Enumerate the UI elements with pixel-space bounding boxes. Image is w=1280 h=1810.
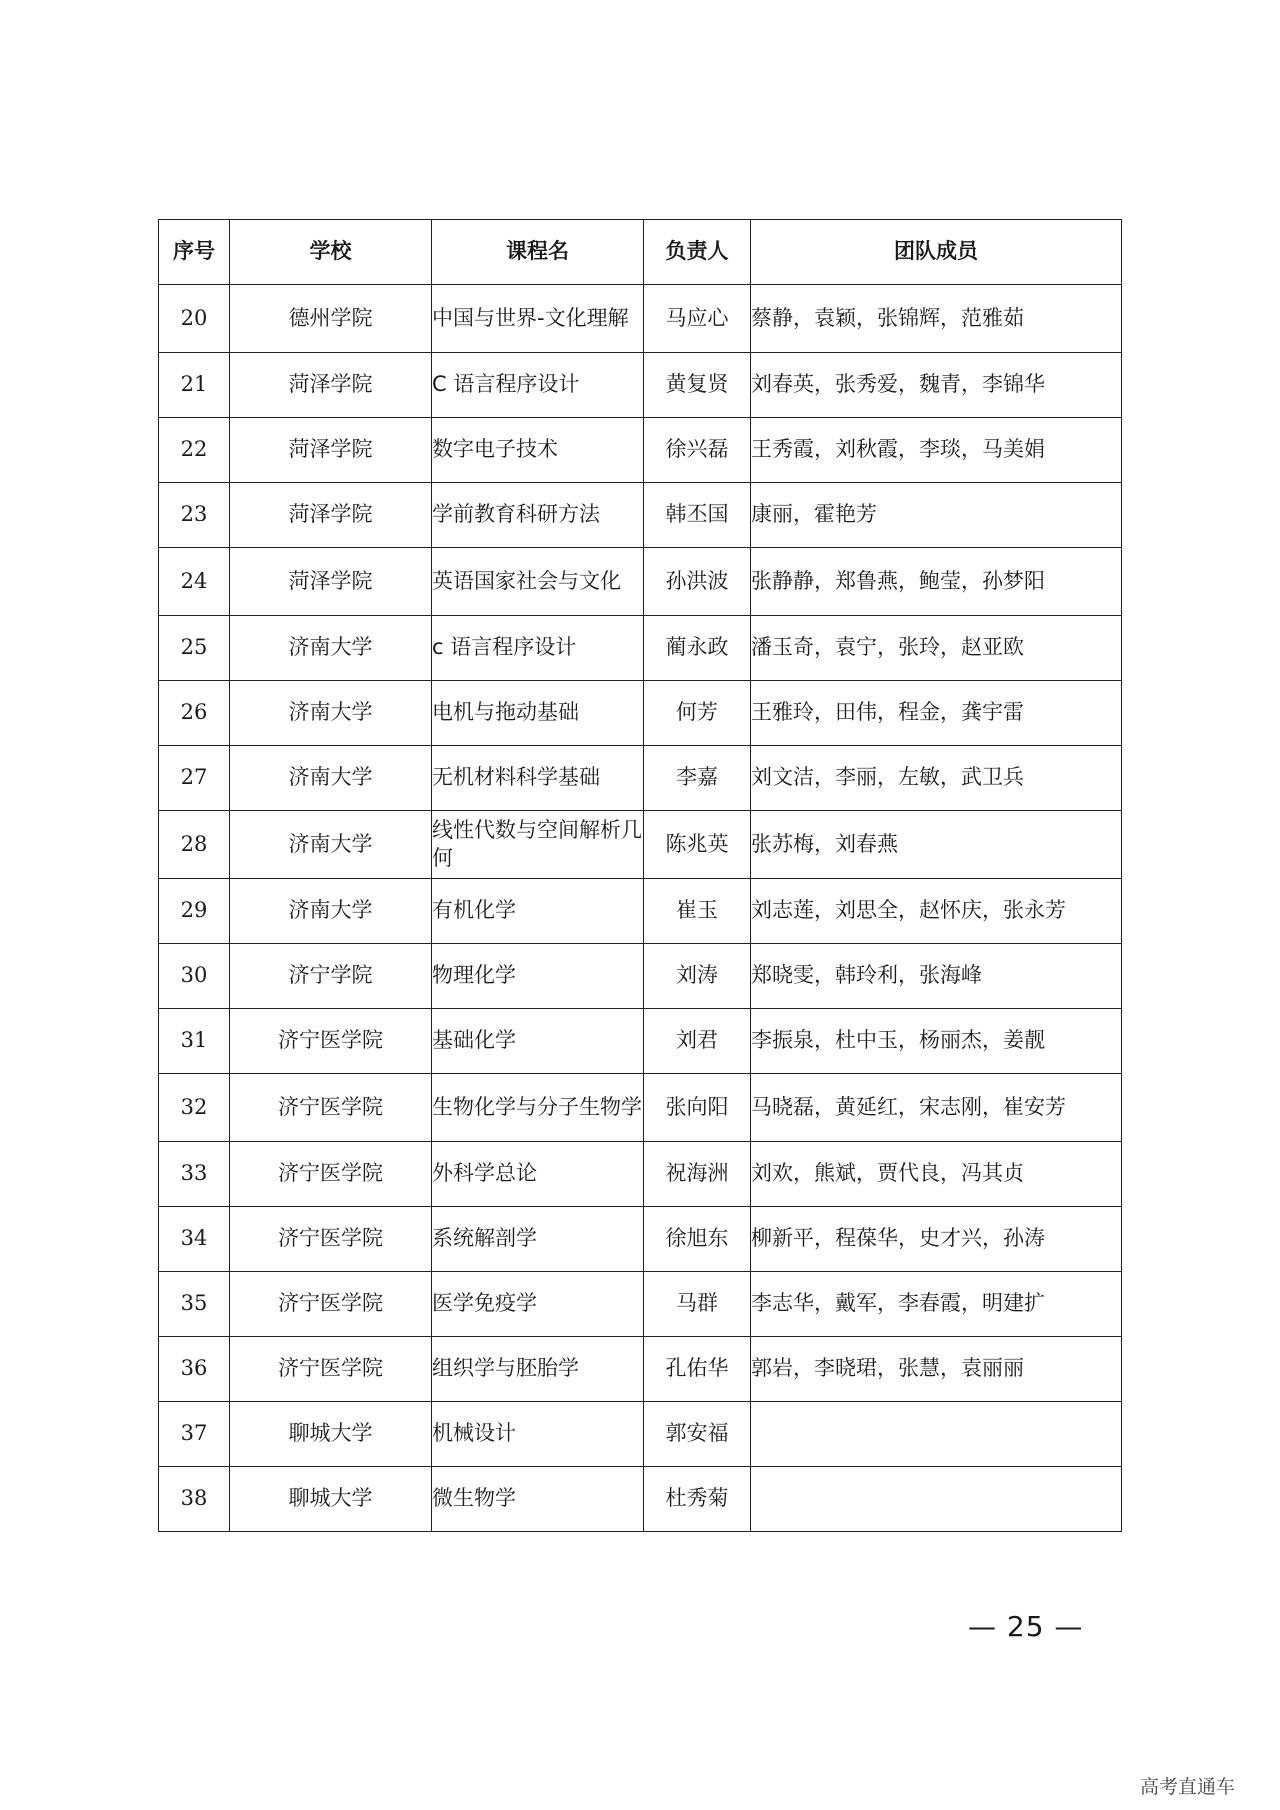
table-row (159, 681, 1122, 746)
table-row (159, 1074, 1122, 1142)
cell-school: 济宁学院 (230, 944, 432, 1009)
cell-leader: 刘君 (644, 1009, 751, 1074)
cell-course: 外科学总论 (432, 1142, 644, 1207)
cell-school: 济宁医学院 (230, 1337, 432, 1402)
cell-school: 济南大学 (230, 746, 432, 811)
cell-course: 线性代数与空间解析几何 (432, 811, 644, 879)
header-leader: 负责人 (644, 220, 751, 285)
cell-members: 李振泉，杜中玉，杨丽杰，姜靓 (751, 1009, 1122, 1074)
cell-no: 31 (159, 1009, 230, 1074)
table-row (159, 418, 1122, 483)
cell-course: 机械设计 (432, 1402, 644, 1467)
table-row (159, 353, 1122, 418)
table-row (159, 1142, 1122, 1207)
cell-course: 组织学与胚胎学 (432, 1337, 644, 1402)
cell-no: 28 (159, 811, 230, 879)
cell-school: 菏泽学院 (230, 548, 432, 616)
cell-members: 刘文洁，李丽，左敏，武卫兵 (751, 746, 1122, 811)
header-school: 学校 (230, 220, 432, 285)
cell-members (751, 1467, 1122, 1532)
cell-leader: 黄复贤 (644, 353, 751, 418)
cell-members: 郭岩，李晓珺，张慧，袁丽丽 (751, 1337, 1122, 1402)
cell-school: 聊城大学 (230, 1402, 432, 1467)
cell-school: 菏泽学院 (230, 483, 432, 548)
cell-course: 医学免疫学 (432, 1272, 644, 1337)
cell-leader: 蔺永政 (644, 616, 751, 681)
table-row (159, 1009, 1122, 1074)
cell-members: 马晓磊，黄延红，宋志刚，崔安芳 (751, 1074, 1122, 1142)
cell-no: 35 (159, 1272, 230, 1337)
cell-members: 王秀霞，刘秋霞，李琰，马美娟 (751, 418, 1122, 483)
cell-course: 系统解剖学 (432, 1207, 644, 1272)
table-row (159, 746, 1122, 811)
cell-course: C 语言程序设计 (432, 353, 644, 418)
cell-members: 郑晓雯，韩玲利，张海峰 (751, 944, 1122, 1009)
header-members: 团队成员 (751, 220, 1122, 285)
table-header-row (159, 220, 1122, 285)
cell-course: 有机化学 (432, 879, 644, 944)
cell-course: 数字电子技术 (432, 418, 644, 483)
cell-members: 李志华，戴军，李春霞，明建扩 (751, 1272, 1122, 1337)
cell-course: 生物化学与分子生物学 (432, 1074, 644, 1142)
cell-leader: 马群 (644, 1272, 751, 1337)
cell-school: 济宁医学院 (230, 1207, 432, 1272)
cell-leader: 孙洪波 (644, 548, 751, 616)
cell-no: 24 (159, 548, 230, 616)
cell-no: 37 (159, 1402, 230, 1467)
cell-no: 36 (159, 1337, 230, 1402)
table-row (159, 1272, 1122, 1337)
table-row (159, 1467, 1122, 1532)
cell-leader: 刘涛 (644, 944, 751, 1009)
cell-leader: 马应心 (644, 285, 751, 353)
table-row (159, 548, 1122, 616)
cell-members: 张静静，郑鲁燕，鲍莹，孙梦阳 (751, 548, 1122, 616)
cell-school: 济南大学 (230, 879, 432, 944)
cell-members: 张苏梅，刘春燕 (751, 811, 1122, 879)
cell-leader: 陈兆英 (644, 811, 751, 879)
table-row (159, 616, 1122, 681)
cell-leader: 李嘉 (644, 746, 751, 811)
cell-members: 刘欢，熊斌，贾代良，冯其贞 (751, 1142, 1122, 1207)
cell-leader: 崔玉 (644, 879, 751, 944)
cell-course: 无机材料科学基础 (432, 746, 644, 811)
cell-school: 济宁医学院 (230, 1272, 432, 1337)
cell-course: 中国与世界-文化理解 (432, 285, 644, 353)
table-row (159, 1402, 1122, 1467)
cell-course: 英语国家社会与文化 (432, 548, 644, 616)
cell-members: 蔡静，袁颖，张锦辉，范雅茹 (751, 285, 1122, 353)
cell-school: 德州学院 (230, 285, 432, 353)
cell-school: 菏泽学院 (230, 353, 432, 418)
table-row (159, 483, 1122, 548)
cell-no: 29 (159, 879, 230, 944)
table-row (159, 1207, 1122, 1272)
cell-no: 38 (159, 1467, 230, 1532)
cell-course: 基础化学 (432, 1009, 644, 1074)
cell-leader: 徐兴磊 (644, 418, 751, 483)
table-row (159, 285, 1122, 353)
cell-course: 物理化学 (432, 944, 644, 1009)
cell-no: 26 (159, 681, 230, 746)
watermark-text: 高考直通车 (1140, 1776, 1236, 1798)
cell-members: 柳新平，程葆华，史才兴，孙涛 (751, 1207, 1122, 1272)
cell-members (751, 1402, 1122, 1467)
cell-leader: 孔佑华 (644, 1337, 751, 1402)
cell-members: 王雅玲，田伟，程金，龚宇雷 (751, 681, 1122, 746)
course-table (158, 219, 1122, 1532)
cell-leader: 韩丕国 (644, 483, 751, 548)
cell-no: 30 (159, 944, 230, 1009)
table-row (159, 879, 1122, 944)
cell-no: 27 (159, 746, 230, 811)
cell-school: 聊城大学 (230, 1467, 432, 1532)
cell-no: 23 (159, 483, 230, 548)
cell-course: 学前教育科研方法 (432, 483, 644, 548)
cell-school: 济宁医学院 (230, 1074, 432, 1142)
header-no: 序号 (159, 220, 230, 285)
cell-no: 21 (159, 353, 230, 418)
table-row (159, 811, 1122, 879)
cell-leader: 何芳 (644, 681, 751, 746)
cell-school: 济宁医学院 (230, 1142, 432, 1207)
cell-school: 济宁医学院 (230, 1009, 432, 1074)
cell-school: 济南大学 (230, 681, 432, 746)
cell-course: c 语言程序设计 (432, 616, 644, 681)
cell-no: 25 (159, 616, 230, 681)
cell-members: 潘玉奇，袁宁，张玲，赵亚欧 (751, 616, 1122, 681)
cell-no: 22 (159, 418, 230, 483)
cell-no: 20 (159, 285, 230, 353)
cell-no: 32 (159, 1074, 230, 1142)
table-body (159, 285, 1122, 1532)
cell-leader: 郭安福 (644, 1402, 751, 1467)
cell-no: 33 (159, 1142, 230, 1207)
cell-leader: 徐旭东 (644, 1207, 751, 1272)
header-course: 课程名 (432, 220, 644, 285)
cell-leader: 张向阳 (644, 1074, 751, 1142)
cell-no: 34 (159, 1207, 230, 1272)
table-row (159, 1337, 1122, 1402)
cell-members: 康丽，霍艳芳 (751, 483, 1122, 548)
cell-leader: 杜秀菊 (644, 1467, 751, 1532)
cell-school: 菏泽学院 (230, 418, 432, 483)
cell-members: 刘志莲，刘思全，赵怀庆，张永芳 (751, 879, 1122, 944)
page-number: — 25 — (968, 1610, 1084, 1643)
table-row (159, 944, 1122, 1009)
cell-course: 电机与拖动基础 (432, 681, 644, 746)
cell-leader: 祝海洲 (644, 1142, 751, 1207)
cell-course: 微生物学 (432, 1467, 644, 1532)
cell-members: 刘春英，张秀爱，魏青，李锦华 (751, 353, 1122, 418)
cell-school: 济南大学 (230, 616, 432, 681)
cell-school: 济南大学 (230, 811, 432, 879)
